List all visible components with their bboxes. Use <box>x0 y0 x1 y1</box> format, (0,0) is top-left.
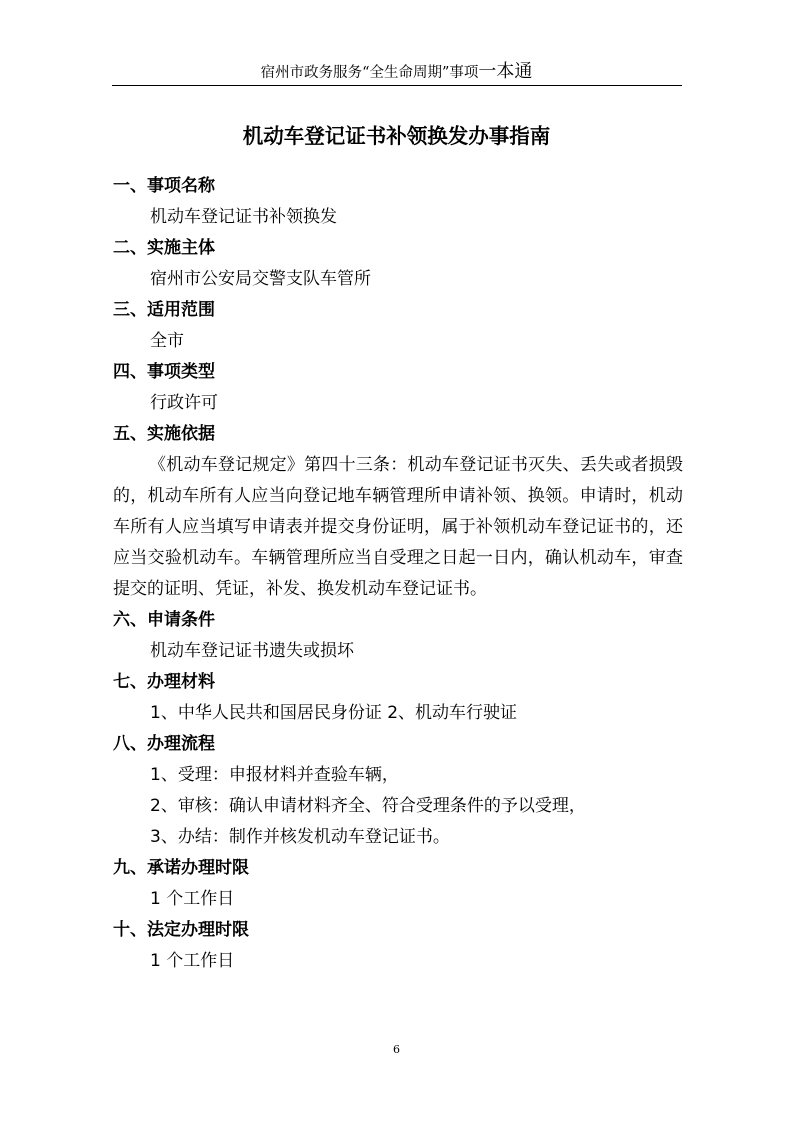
document-body <box>113 171 683 977</box>
section-heading-item-type: 四、事项类型 <box>113 362 215 382</box>
section-heading-implementer: 二、实施主体 <box>113 238 215 258</box>
promised-time-value: 1 个工作日 <box>150 889 235 909</box>
scope-value: 全市 <box>150 331 184 351</box>
section-heading-legal-time: 十、法定办理时限 <box>113 920 249 940</box>
process-step: 3、办结：制作并核发机动车登记证书。 <box>150 827 450 847</box>
running-header <box>0 63 793 82</box>
section-heading-legal-basis: 五、实施依据 <box>113 424 215 444</box>
process-step: 1、受理：申报材料并查验车辆， <box>150 765 399 785</box>
section-heading-conditions: 六、申请条件 <box>113 610 215 630</box>
document-title: 机动车登记证书补领换发办事指南 <box>242 124 551 148</box>
process-step: 2、审核：确认申请材料齐全、符合受理条件的予以受理， <box>150 796 586 816</box>
section-heading-item-name: 一、事项名称 <box>113 176 215 196</box>
conditions-value: 机动车登记证书遗失或损坏 <box>150 641 354 661</box>
materials-value: 1、中华人民共和国居民身份证 2、机动车行驶证 <box>150 703 518 723</box>
page-number: 6 <box>393 1043 400 1056</box>
section-heading-materials: 七、办理材料 <box>113 672 215 692</box>
legal-basis-paragraph: 《机动车登记规定》第四十三条：机动车登记证书灭失、丢失或者损毁的，机动车所有人应当向登记地车辆管理所申请补领、换领。申请时，机动车所有人应当填写申请表并提交身份证明，属于补领机动车登记证书的，还应当交验机动车。车辆管理所应当自受理之日起一日内，确认机动车，审查提交的证明、凭证，补发、换发机动车登记证书。 <box>113 455 683 599</box>
section-heading-promised-time: 九、承诺办理时限 <box>113 858 249 878</box>
item-type-value: 行政许可 <box>150 393 218 413</box>
header-prefix: 宿州市政务服务“全生命周期”事项 <box>260 65 479 81</box>
item-name-value: 机动车登记证书补领换发 <box>150 207 337 227</box>
implementer-value: 宿州市公安局交警支队车管所 <box>150 269 371 289</box>
section-heading-process: 八、办理流程 <box>113 734 215 754</box>
section-heading-scope: 三、适用范围 <box>113 300 215 320</box>
header-rule <box>112 85 682 86</box>
legal-time-value: 1 个工作日 <box>150 951 235 971</box>
header-suffix: 一本通 <box>478 61 533 82</box>
